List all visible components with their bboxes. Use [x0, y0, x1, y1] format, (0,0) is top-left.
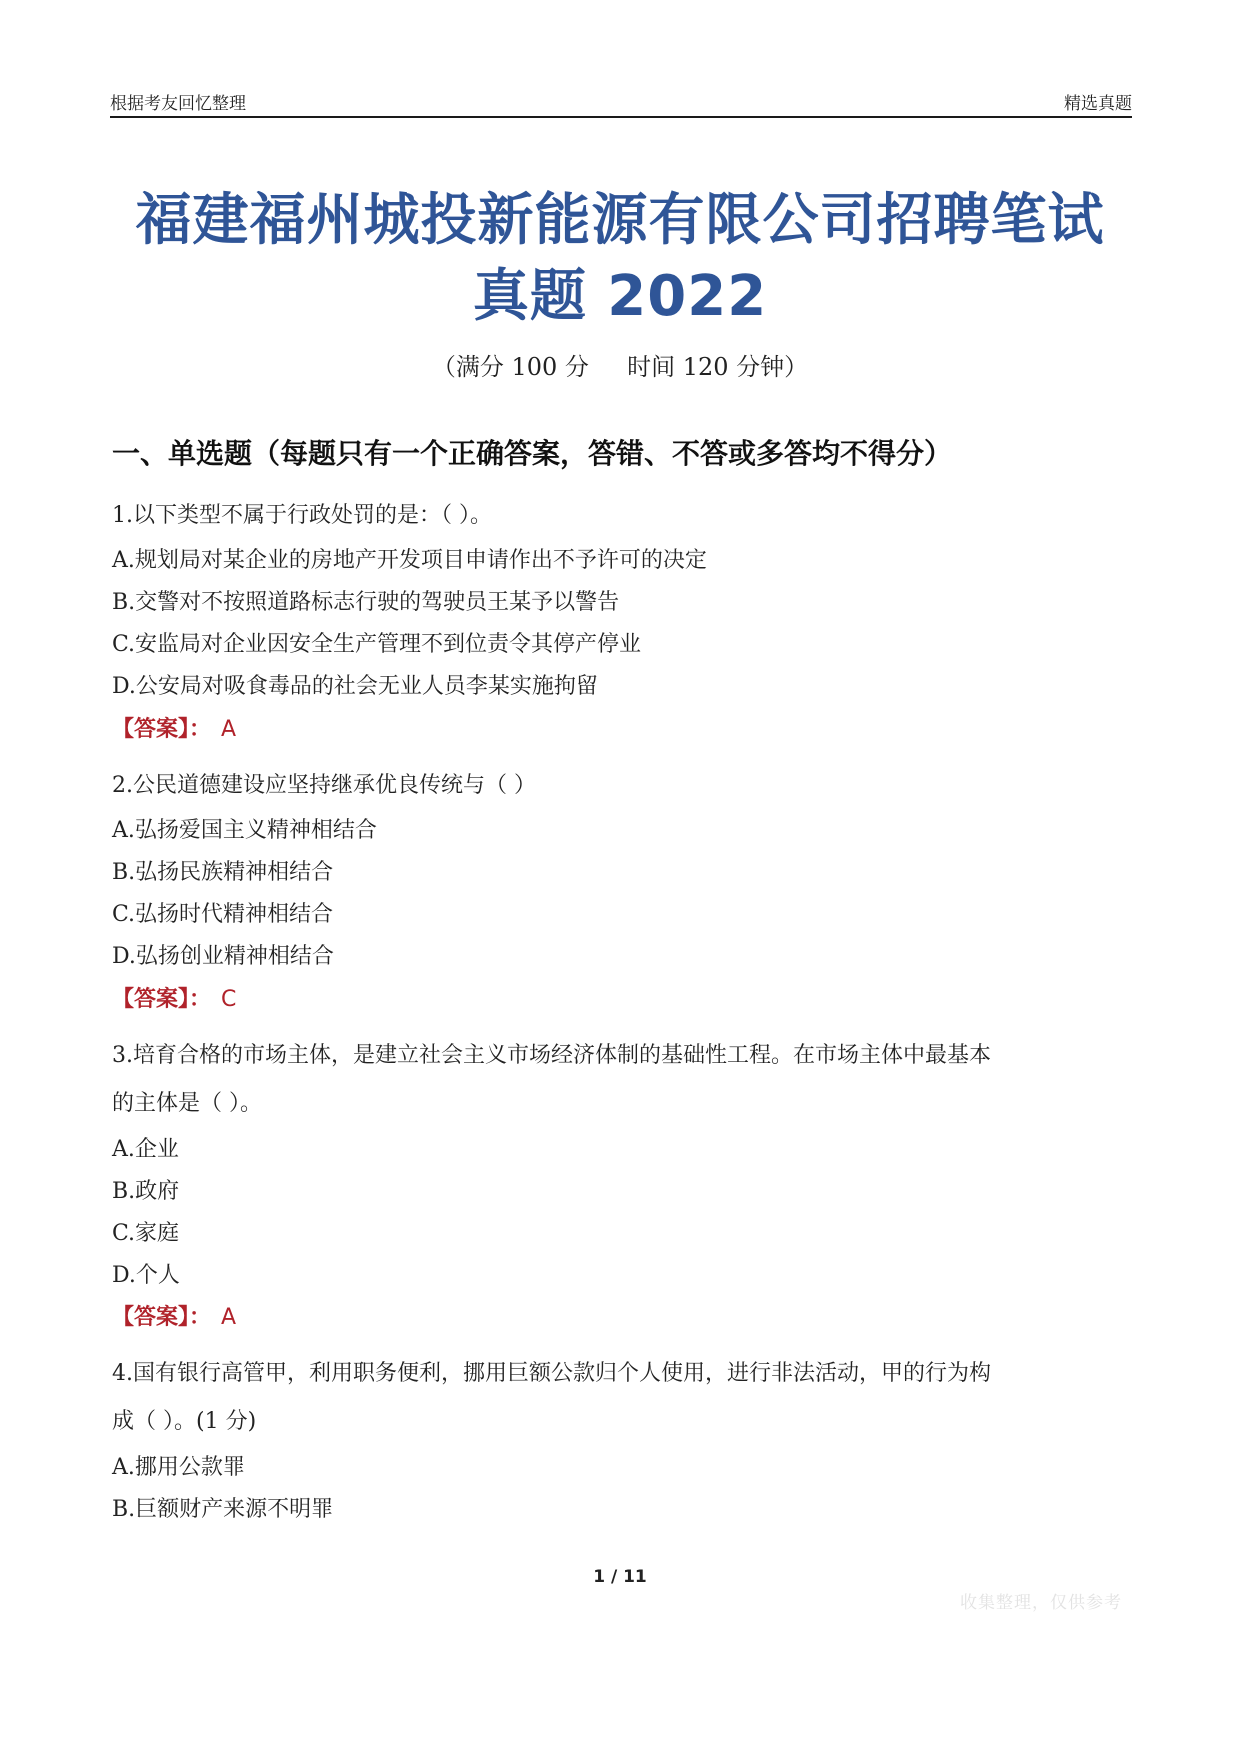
question-2-stem: 2.公民道德建设应坚持继承优良传统与（ ） [112, 773, 536, 798]
question-2-option-d: D.弘扬创业精神相结合 [112, 944, 334, 969]
question-1-answer [112, 712, 236, 743]
question-3-option-b: B.政府 [112, 1179, 180, 1204]
header-divider [110, 116, 1132, 118]
answer-label: 【答案】： [112, 987, 212, 1012]
question-3-option-c: C.家庭 [112, 1221, 180, 1246]
question-2-option-c: C.弘扬时代精神相结合 [112, 902, 334, 927]
page-header [110, 86, 1132, 116]
document-title [100, 183, 1140, 335]
question-4-stem-line-1: 4.国有银行高管甲，利用职务便利，挪用巨额公款归个人使用，进行非法活动，甲的行为构 [112, 1361, 991, 1386]
watermark: 收集整理，仅供参考 [960, 1593, 1122, 1613]
answer-label: 【答案】： [112, 717, 212, 742]
question-3-option-d: D.个人 [112, 1263, 180, 1288]
question-1-option-a: A.规划局对某企业的房地产开发项目申请作出不予许可的决定 [112, 548, 707, 573]
answer-value: A [221, 717, 237, 742]
question-4-option-a: A.挪用公款罪 [112, 1455, 245, 1480]
question-1-option-b: B.交警对不按照道路标志行驶的驾驶员王某予以警告 [112, 590, 620, 615]
question-3-answer [112, 1300, 236, 1331]
answer-value: C [221, 987, 237, 1012]
exam-info: （满分 100 分 时间 120 分钟） [431, 353, 809, 381]
question-1-stem: 1.以下类型不属于行政处罚的是：（ ）。 [112, 503, 492, 528]
header-right-text: 精选真题 [1064, 93, 1132, 114]
question-4-stem-line-2: 成（ ）。(1 分) [112, 1409, 257, 1434]
title-line-1: 福建福州城投新能源有限公司招聘笔试 [135, 188, 1105, 253]
section-heading: 一、单选题（每题只有一个正确答案，答错、不答或多答均不得分） [112, 437, 953, 470]
header-left-text: 根据考友回忆整理 [110, 93, 246, 114]
question-1-option-c: C.安监局对企业因安全生产管理不到位责令其停产停业 [112, 632, 642, 657]
question-3-option-a: A.企业 [112, 1137, 179, 1162]
question-2-option-a: A.弘扬爱国主义精神相结合 [112, 818, 377, 843]
answer-value: A [221, 1305, 237, 1330]
answer-label: 【答案】： [112, 1305, 212, 1330]
question-4-option-b: B.巨额财产来源不明罪 [112, 1497, 334, 1522]
title-line-2: 真题 2022 [472, 264, 768, 329]
question-3-stem-line-2: 的主体是（ ）。 [112, 1091, 262, 1116]
page-number: 1 / 11 [593, 1567, 647, 1587]
question-2-option-b: B.弘扬民族精神相结合 [112, 860, 334, 885]
question-3-stem-line-1: 3.培育合格的市场主体，是建立社会主义市场经济体制的基础性工程。在市场主体中最基本 [112, 1043, 991, 1068]
question-2-answer [112, 982, 236, 1013]
question-1-option-d: D.公安局对吸食毒品的社会无业人员李某实施拘留 [112, 674, 598, 699]
